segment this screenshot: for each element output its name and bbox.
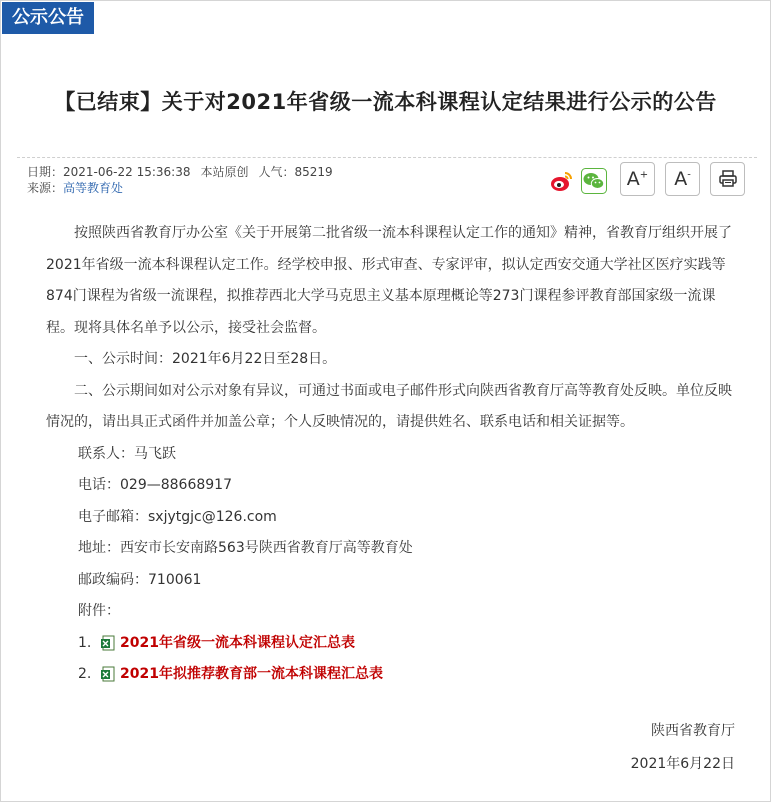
contact-person: 联系人：马飞跃 — [78, 445, 176, 462]
views-value: 85219 — [294, 165, 333, 179]
font-smaller-mark: - — [687, 169, 691, 181]
contact-phone: 电话：029—88668917 — [78, 477, 232, 493]
section-tab-announcements[interactable]: 公示公告 — [2, 2, 94, 34]
article-body — [46, 218, 741, 691]
excel-file-icon — [100, 666, 116, 682]
attachment-link[interactable]: 2021年拟推荐教育部一流本科课程汇总表 — [120, 666, 383, 682]
attachments-label: 附件： — [78, 603, 120, 619]
font-larger-label: A — [626, 168, 640, 190]
attachment-number: 2. — [78, 666, 92, 682]
article-meta-bar — [17, 157, 757, 197]
meta-line-source — [27, 179, 123, 196]
contact-address: 地址：西安市长安南路563号陕西省教育厅高等教育处 — [78, 540, 413, 556]
attachment-item — [46, 628, 741, 660]
article-title: 【已结束】关于对2021年省级一流本科课程认定结果进行公示的公告 — [54, 90, 717, 114]
body-paragraph-2: 一、公示时间：2021年6月22日至28日。 — [74, 351, 337, 367]
weibo-share-icon[interactable] — [549, 168, 575, 194]
wechat-share-icon[interactable] — [581, 168, 607, 194]
attachment-item — [46, 659, 741, 691]
body-paragraph-3: 二、公示期间如对公示对象有异议，可通过书面或电子邮件形式向陕西省教育厅高等教育处反映。单位反映情况的，请出具正式函件并加盖公章；个人反映情况的，请提供姓名、联系电话和相关证据等。 — [46, 382, 732, 430]
font-larger-mark: + — [639, 169, 649, 181]
contact-email: 电子邮箱：sxjytgjc@126.com — [78, 508, 277, 525]
signature-date: 2021年6月22日 — [630, 756, 735, 772]
date-value: 2021-06-22 15:36:38 — [63, 165, 191, 179]
date-label: 日期： — [27, 165, 64, 179]
signature-org: 陕西省教育厅 — [651, 723, 735, 739]
print-button[interactable] — [710, 162, 745, 196]
font-smaller-label: A — [674, 168, 688, 190]
font-larger-button[interactable] — [620, 162, 655, 196]
source-label: 来源： — [27, 181, 64, 195]
contact-postcode: 邮政编码：710061 — [78, 571, 202, 588]
origin-text: 本站原创 — [200, 165, 249, 179]
font-smaller-button[interactable] — [665, 162, 700, 196]
attachment-link[interactable]: 2021年省级一流本科课程认定汇总表 — [120, 634, 355, 651]
source-link[interactable]: 高等教育处 — [63, 181, 124, 195]
views-label: 人气： — [258, 165, 295, 179]
printer-icon — [718, 169, 738, 189]
body-paragraph-1: 按照陕西省教育厅办公室《关于开展第二批省级一流本科课程认定工作的通知》精神，省教育厅组织开展了2021年省级一流本科课程认定工作。经学校申报、形式审查、专家评审，拟认定西安交通大学社区医疗实践等874门课程为省级一流课程，拟推荐西北大学马克思主义基本原理概论等273门课程参评教育部国家级一流课程。现将具体名单予以公示，接受社会监督。 — [46, 225, 732, 336]
excel-file-icon — [100, 635, 116, 651]
attachment-number: 1. — [78, 634, 92, 651]
meta-line-date — [27, 163, 333, 180]
